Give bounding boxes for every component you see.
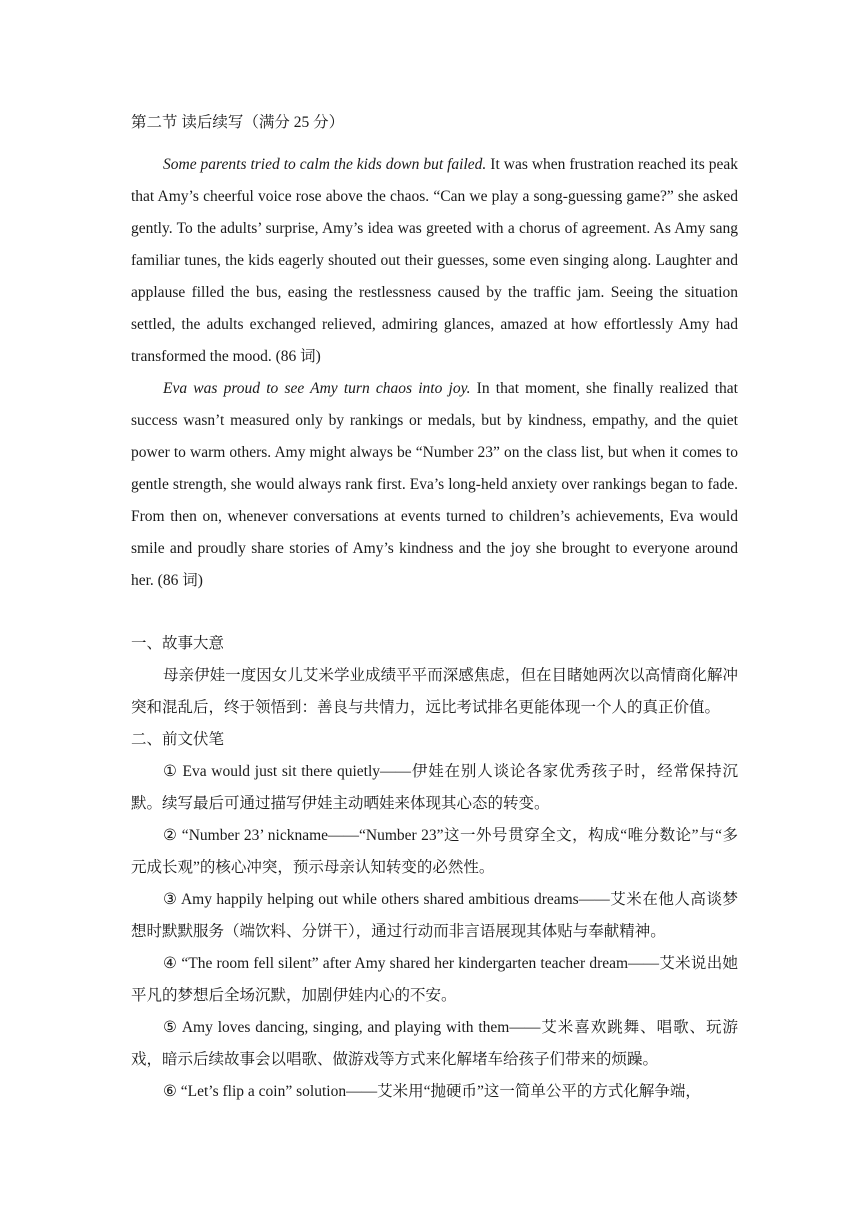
continuation-paragraph-2: [131, 373, 738, 597]
analysis-section-2-title: 二、前文伏笔: [131, 731, 225, 748]
section-title: 第二节 读后续写（满分 25 分）: [131, 114, 345, 131]
foreshadow-item-1: ① Eva would just sit there quietly——伊娃在别人谈论各家优秀孩子时，经常保持沉默。续写最后可通过描写伊娃主动晒娃来体现其心态的转变。: [131, 763, 738, 812]
foreshadow-item-3: ③ Amy happily helping out while others shared ambitious dreams——艾米在他人高谈梦想时默默服务（端饮料、分饼干），通过行动而非言语展现其体贴与奉献精神。: [131, 891, 738, 940]
foreshadow-item-5: ⑤ Amy loves dancing, singing, and playing with them——艾米喜欢跳舞、唱歌、玩游戏，暗示后续故事会以唱歌、做游戏等方式来化解堵车给孩子们带来的烦躁。: [131, 1019, 738, 1068]
paragraph-2-body: In that moment, she finally realized that success wasn’t measured only by rankings or medals, but by kindness, empathy, and the quiet power to warm others. Amy might always be “Number 23” on the class list, but when it comes to gentle strength, she would always rank first. Eva’s long-held anxiety over rankings began to fade. From then on, whenever conversations at events turned to children’s achievements, Eva would smile and proudly share stories of Amy’s kindness and the joy she brought to everyone around her. (86 词): [131, 380, 738, 589]
paragraph-1-lead-sentence: Some parents tried to calm the kids down but failed.: [163, 156, 487, 173]
foreshadow-item-2: ② “Number 23’ nickname——“Number 23”这一外号贯穿全文，构成“唯分数论”与“多元成长观”的核心冲突，预示母亲认知转变的必然性。: [131, 827, 738, 876]
paragraph-1-body: It was when frustration reached its peak that Amy’s cheerful voice rose above the chaos. “Can we play a song-guessing game?” she asked gently. To the adults’ surprise, Amy’s idea was greeted with a chorus of agreement. As Amy sang familiar tunes, the kids eagerly shouted out their guesses, some even singing along. Laughter and applause filled the bus, easing the restlessness caused by the traffic jam. Seeing the situation settled, the adults exchanged relieved, admiring glances, amazed at how effortlessly Amy had transformed the mood. (86 词): [131, 156, 739, 365]
section-spacer: [131, 597, 738, 628]
foreshadow-item-6: ⑥ “Let’s flip a coin” solution——艾米用“抛硬币”这一简单公平的方式化解争端，: [163, 1083, 701, 1100]
analysis-section-1-title: 一、故事大意: [131, 635, 225, 652]
continuation-paragraph-1: [131, 149, 738, 373]
foreshadow-item-4: ④ “The room fell silent” after Amy shared her kindergarten teacher dream——艾米说出她平凡的梦想后全场沉默，加剧伊娃内心的不安。: [131, 955, 738, 1004]
paragraph-2-lead-sentence: Eva was proud to see Amy turn chaos into joy.: [163, 380, 471, 397]
analysis-section-1-body: 母亲伊娃一度因女儿艾米学业成绩平平而深感焦虑，但在目睹她两次以高情商化解冲突和混乱后，终于领悟到：善良与共情力，远比考试排名更能体现一个人的真正价值。: [131, 667, 738, 716]
